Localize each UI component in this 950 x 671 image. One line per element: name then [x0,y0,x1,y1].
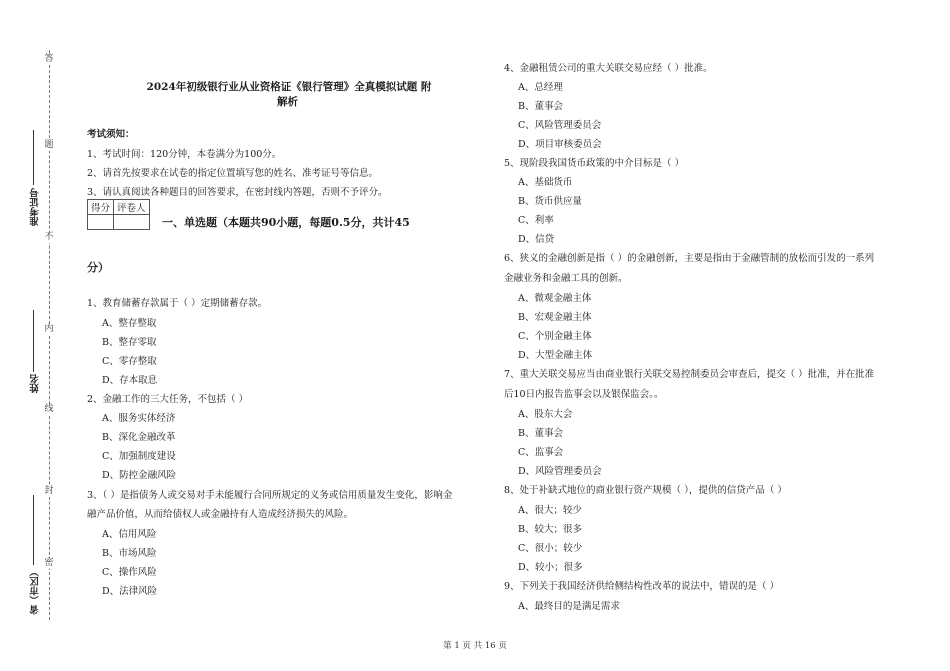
option: B、董事会 [518,428,563,439]
question-stem: 6、狭义的金融创新是指（ ）的金融创新，主要是指由于金融管制的放松而引发的一系列 [504,253,875,264]
question-stem-cont: 金融业务和金融工具的创新。 [504,273,628,284]
option: D、风险管理委员会 [518,466,602,477]
option: C、加强制度建设 [102,451,176,462]
option: B、整存零取 [102,337,157,348]
seal-mark: 内 [41,324,57,335]
seal-mark: 密 [41,558,57,569]
option: C、监事会 [518,447,564,458]
question-stem: 2、金融工作的三大任务，不包括（ ） [87,394,249,405]
option: D、项目审核委员会 [518,139,602,150]
score-cell [88,215,114,230]
option: B、宏观金融主体 [518,312,592,323]
seal-mark: 答 [41,54,57,65]
notice-heading: 考试须知： [87,129,135,140]
exam-no-label: 准考证号 [30,188,41,226]
seal-mark: 题 [41,140,57,151]
notice-item: 2、请首先按要求在试卷的指定位置填写您的姓名、准考证号等信息。 [87,168,379,179]
province-underline [33,495,34,565]
question-stem: 8、处于补缺式地位的商业银行资产规模（ ），提供的信贷产品（ ） [504,485,787,496]
binding-strip [0,0,75,671]
seal-mark: 封 [41,486,57,497]
question-stem: 3、（ ）是指债务人或交易对手未能履行合同所规定的义务或信用质量发生变化，影响金 [87,490,453,501]
option: C、风险管理委员会 [518,120,602,131]
page-number: 第 1 页 共 16 页 [443,641,507,651]
option: A、微观金融主体 [518,293,592,304]
question-stem-cont: 融产品价值，从而给债权人或金融持有人造成经济损失的风险。 [87,509,354,520]
name-underline [33,310,34,372]
option: B、货币供应量 [518,196,582,207]
question-stem: 4、金融租赁公司的重大关联交易应经（ ）批准。 [504,63,713,74]
option: A、信用风险 [102,529,157,540]
name-label: 姓名 [30,374,41,393]
question-stem: 7、重大关联交易应当由商业银行关联交易控制委员会审查后，提交（ ）批准，并在批准 [504,369,875,380]
seal-mark: 线 [41,404,57,415]
option: C、操作风险 [102,567,157,578]
option: C、利率 [518,215,554,226]
option: D、防控金融风险 [102,470,177,481]
option: C、个别金融主体 [518,331,592,342]
option: D、信贷 [518,234,555,245]
notice-item: 1、考试时间：120分钟，本卷满分为100分。 [87,149,282,160]
option: C、零存整取 [102,356,157,367]
option: A、服务实体经济 [102,413,176,424]
question-stem: 1、教育储蓄存款属于（ ）定期储蓄存款。 [87,298,268,309]
exam-no-underline [33,130,34,185]
section-heading: 一、单选题（本题共90小题，每题0.5分，共计45 [162,216,410,229]
option: A、总经理 [518,82,563,93]
page-title: 2024年初级银行业从业资格证《银行管理》全真模拟试题 附 [146,81,432,93]
grader-header: 评卷人 [114,200,150,215]
seal-mark: 不 [41,232,57,243]
option: D、存本取息 [102,375,158,386]
option: A、很大；较少 [518,505,582,516]
notice-item: 3、请认真阅读各种题目的回答要求，在密封线内答题，否则不予评分。 [87,187,388,198]
option: A、最终目的是满足需求 [518,601,620,612]
page-title-line2: 解析 [277,96,298,108]
option: D、法律风险 [102,586,158,597]
option: C、很小；较少 [518,543,583,554]
option: B、深化金融改革 [102,432,176,443]
grader-cell [114,215,150,230]
option: A、基础货币 [518,177,573,188]
question-stem: 9、下列关于我国经济供给侧结构性改革的说法中，错误的是（ ） [504,581,780,592]
section-heading-cont: 分） [87,261,109,274]
option: B、市场风险 [102,548,157,559]
option: D、较小；很多 [518,562,583,573]
score-header: 得分 [88,200,114,215]
score-table [87,199,150,230]
option: A、整存整取 [102,318,157,329]
option: B、较大；很多 [518,524,582,535]
question-stem: 5、现阶段我国货币政策的中介目标是（ ） [504,158,685,169]
option: D、大型金融主体 [518,350,593,361]
question-stem-cont: 后10日内报告监事会以及银保监会。。 [504,389,664,400]
option: B、董事会 [518,101,563,112]
province-label: 省（市区） [30,567,41,615]
option: A、股东大会 [518,409,573,420]
seal-dashed-line [49,50,50,620]
